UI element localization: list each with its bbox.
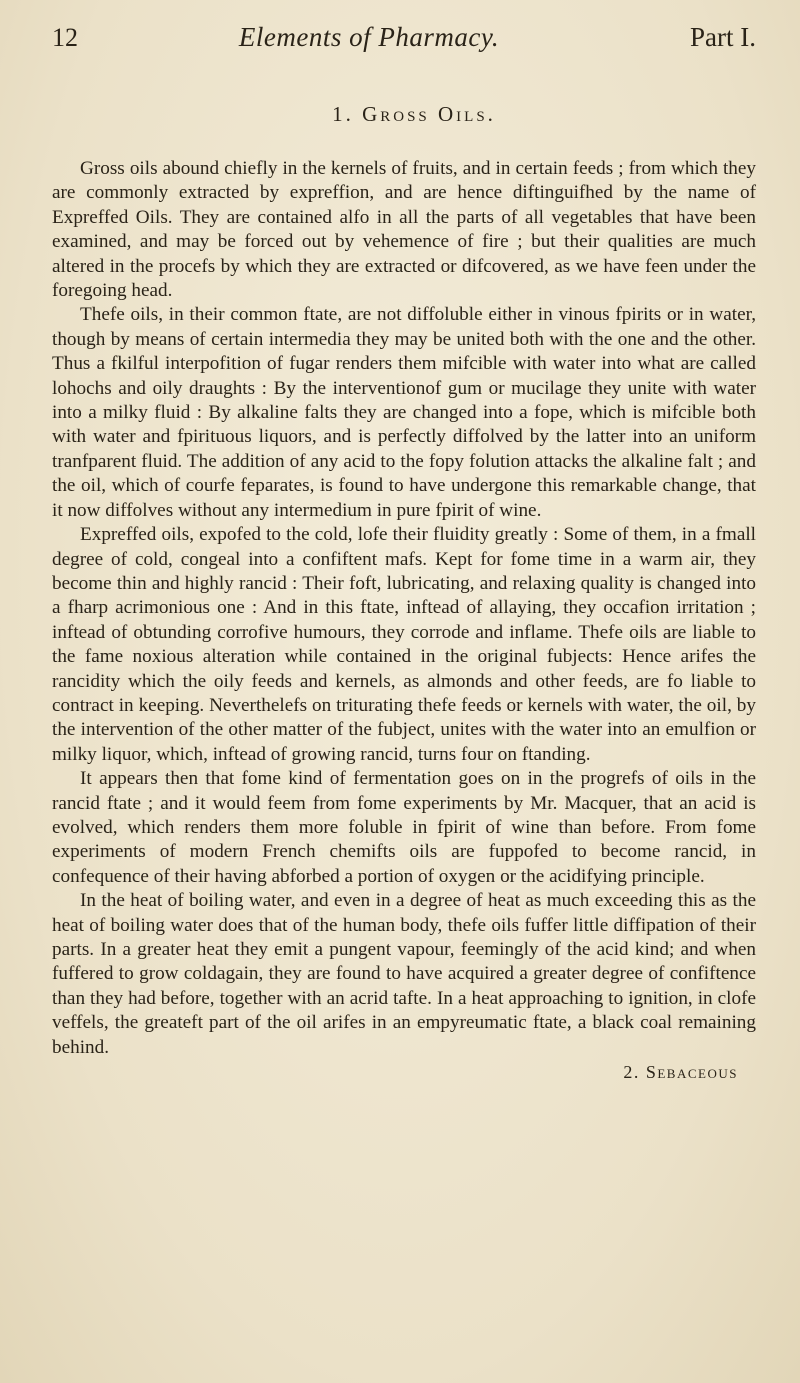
section-heading: 1. Gross Oils. xyxy=(332,102,496,126)
running-head xyxy=(52,22,756,74)
paragraph: Thefe oils, in their common ftate, are not diffoluble either in vinous fpirits or in water, though by means of certain intermedia they may be united both with the one and the other. Thus a fkilful interpofition of fugar renders them mifcible with water into what are called lohochs and oily draughts : By the interventionof gum or mucilage they unite with water into a milky fluid : By alkaline falts they are changed into a fope, which is mifcible both with water and fpirituous liquors, and is perfectly diffolved by the latter into an uniform tranfparent fluid. The addition of any acid to the fopy folution attacks the alkaline falt ; and the oil, which of courfe feparates, is found to have undergone this remarkable change, that it now diffolves without any intermedium in pure fpirit of wine. xyxy=(52,304,756,521)
paragraph: Expreffed oils, expofed to the cold, lofe their fluidity greatly : Some of them, in a fmall degree of cold, congeal into a confiftent mafs. Kept for fome time in a warm air, they become thin and highly rancid : Their foft, lubricating, and relaxing quality is changed into a fharp acrimonious one : And in this ftate, inftead of allaying, they occafion irritation ; inftead of obtunding corrofive humours, they corrode and inflame. Thefe oils are liable to the fame noxious alteration while contained in the original fubjects: Hence arifes the rancidity which the oily feeds and kernels, as almonds and other feeds, are fo liable to contract in keeping. Neverthelefs on triturating thefe feeds or kernels with water, the oil, by the intervention of the other matter of the fubject, unites with the water into an emulfion or milky liquor, which, inftead of growing rancid, turns four on ftanding. xyxy=(52,524,756,765)
page-number: 12 xyxy=(52,23,78,52)
paragraph: Gross oils abound chiefly in the kernels of fruits, and in certain feeds ; from which they are commonly extracted by expreffion, and are hence diftinguifhed by the name of Expreffed Oils. They are contained alfo in all the parts of all vegetables that have been examined, and may be forced out by vehemence of fire ; but their qualities are much altered in the procefs by which they are extracted or difcovered, as we have feen under the foregoing head. xyxy=(52,158,756,302)
body-text xyxy=(52,157,756,1060)
running-title: Elements of Pharmacy. xyxy=(238,22,500,52)
catchword: 2. Sebaceous xyxy=(623,1062,738,1083)
part-label: Part I. xyxy=(690,22,756,52)
paragraph: It appears then that fome kind of fermentation goes on in the progrefs of oils in the rancid ftate ; and it would feem from fome experiments by Mr. Macquer, that an acid is evolved, which renders them more foluble in fpirit of wine than before. From fome experiments of modern French chemifts oils are fuppofed to become rancid, in confequence of their having abforbed a portion of oxygen or the acidifying principle. xyxy=(52,768,756,887)
paragraph: In the heat of boiling water, and even in a degree of heat as much exceeding this as the heat of boiling water does that of the human body, thefe oils fuffer little diffipation of their parts. In a greater heat they emit a pungent vapour, feemingly of the acid kind; and when fuffered to grow coldagain, they are found to have acquired a greater degree of confiftence than they had before, together with an acrid tafte. In a heat approaching to ignition, in clofe veffels, the greateft part of the oil arifes in an empyreumatic ftate, a black coal remaining behind. xyxy=(52,890,756,1058)
